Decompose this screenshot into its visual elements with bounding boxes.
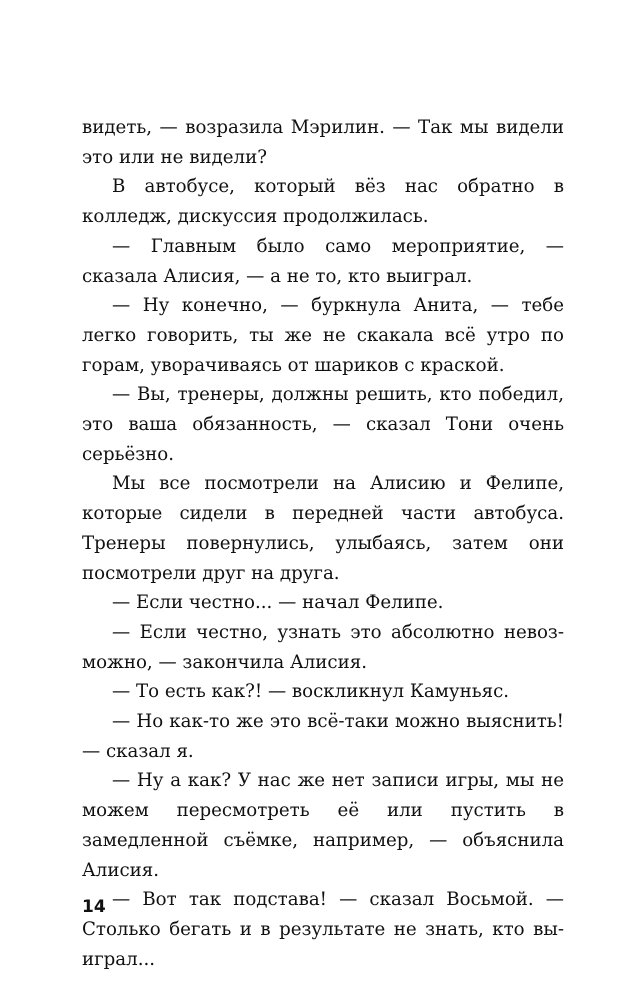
paragraph-3: — Главным было само мероприятие, — сказала Алисия, — а не то, кто выиграл. [82,235,564,287]
paragraph-2: В автобусе, который вёз нас обратно в колледж, дискуссия продолжилась. [82,176,564,228]
paragraph-8: — Если честно, узнать это абсолютно невозможно, — закончила Алисия. [82,621,564,673]
paragraph-6: Мы все посмотрели на Алисию и Фелипе, которые сидели в передней части автобуса. Тренеры повернулись, улыбаясь, затем они посмотрели друг на друга. [82,473,564,584]
paragraph-7: — Если честно... — начал Фелипе. [112,592,444,614]
paragraph-12: — Вот так подстава! — сказал Восьмой. — Столько бегать и в результате не знать, кто выиграл... [82,889,564,970]
paragraph-9: — То есть как?! — воскликнул Камуньяс. [112,681,510,703]
paragraph-1: видеть, — возразила Мэрилин. — Так мы видели это или не видели? [82,117,564,168]
paragraph-4: — Ну конечно, — буркнула Анита, — тебе легко говорить, ты же не скакала всё утро по горам, уворачиваясь от шариков с краской. [82,295,564,376]
paragraph-5: — Вы, тренеры, должны решить, кто победил, это ваша обязанность, — сказал Тони очень серьёзно. [82,384,564,465]
body-text [82,113,564,974]
paragraph-11: — Ну а как? У нас же нет записи игры, мы не можем пересмотреть её или пустить в замедленной съёмке, например, — объяснила Алисия. [82,770,564,881]
page-number: 14 [82,897,106,917]
paragraph-10: — Но как-то же это всё-таки можно выяснить! — сказал я. [82,711,564,762]
